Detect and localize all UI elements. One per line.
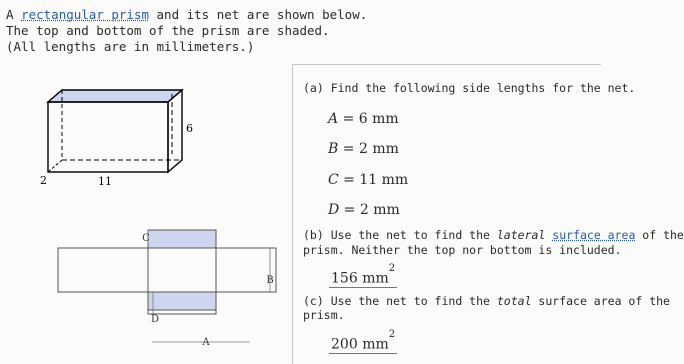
prism-net-figure xyxy=(54,226,290,352)
answer-row-a: A = 6 mm xyxy=(328,111,399,127)
question-panel xyxy=(292,64,684,364)
answer-d-value[interactable]: 2 xyxy=(359,202,369,218)
part-b-prompt-line-2: prism. Neither the top nor bottom is included. xyxy=(303,243,622,257)
surface-area-link[interactable]: surface area xyxy=(552,228,636,242)
net-label-b: B xyxy=(266,275,274,286)
prism-figure xyxy=(40,82,200,192)
answer-row-b: B = 2 mm xyxy=(328,141,399,157)
answer-row-c: C = 11 mm xyxy=(328,172,409,188)
net-left-face xyxy=(58,248,148,292)
answer-a-value[interactable]: 6 xyxy=(358,111,368,127)
part-b-answer-input[interactable]: 156 $mm^2$ xyxy=(331,263,396,287)
rectangular-prism-link[interactable]: rectangular prism xyxy=(21,7,149,22)
answer-c-value[interactable]: 11 xyxy=(359,172,378,188)
answer-b-value[interactable]: 2 xyxy=(358,141,368,157)
prism-top-face xyxy=(48,90,182,102)
net-label-a: A xyxy=(202,337,210,348)
part-b-prompt-line-1: (b) Use the net to find the lateral surface area of the xyxy=(303,228,684,242)
part-c-prompt-line-2: prism. xyxy=(303,308,345,322)
net-front-face xyxy=(148,248,216,292)
prism-width-label: 11 xyxy=(98,175,112,188)
prism-depth-label: 2 xyxy=(40,174,47,187)
part-c-prompt-line-1: (c) Use the net to find the total surface area of the xyxy=(303,294,670,308)
net-top-face xyxy=(148,230,216,248)
prism-front-face xyxy=(48,102,168,172)
part-a-prompt: (a) Find the following side lengths for the net. xyxy=(303,81,636,95)
net-bottom-face xyxy=(148,292,216,310)
intro-line-3: (All lengths are in millimeters.) xyxy=(6,39,255,54)
answer-row-d: D = 2 mm xyxy=(328,202,400,218)
net-label-d: D xyxy=(150,314,160,325)
net-label-c: C xyxy=(142,233,150,244)
intro-line-1: A rectangular prism and its net are shown below. xyxy=(6,7,368,22)
intro-line-2: The top and bottom of the prism are shaded. xyxy=(6,23,330,38)
part-c-answer-input[interactable]: 200 $mm^2$ xyxy=(331,329,396,353)
problem-intro xyxy=(6,7,367,55)
prism-hidden-edge-depth xyxy=(48,160,62,172)
prism-height-label: 6 xyxy=(186,122,193,135)
